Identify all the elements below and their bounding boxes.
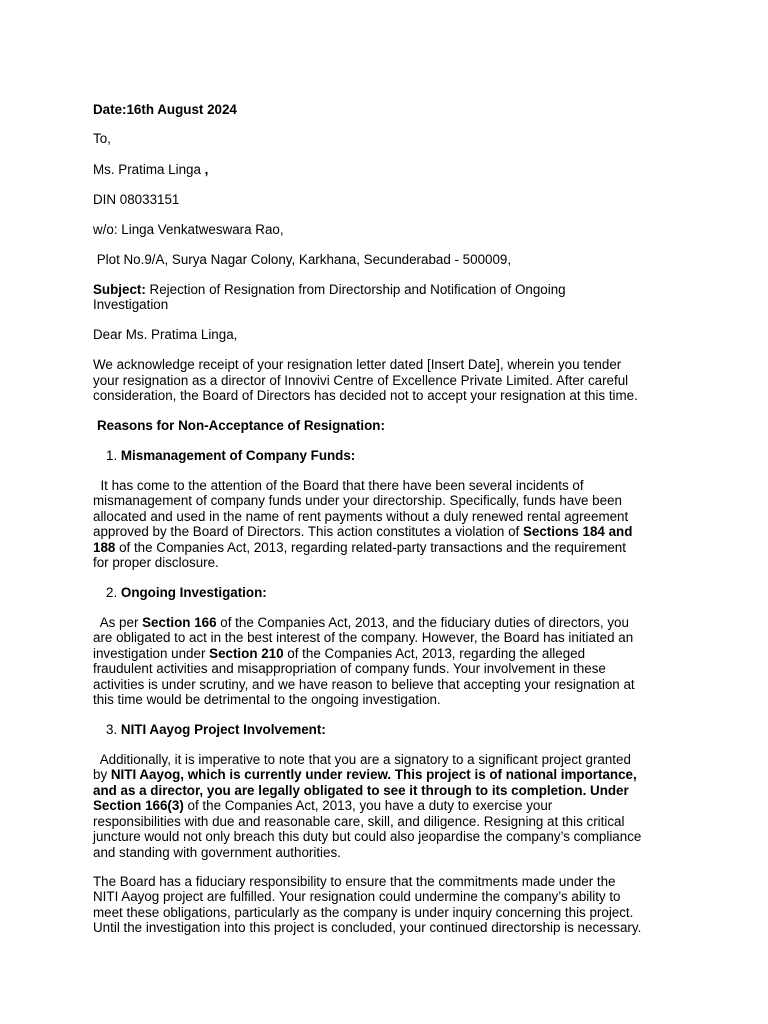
reason-1-heading: 1. Mismanagement of Company Funds: — [106, 448, 356, 463]
recipient-din: DIN 08033151 — [93, 192, 180, 207]
salutation: Dear Ms. Pratima Linga, — [93, 327, 238, 342]
recipient-address: Plot No.9/A, Surya Nagar Colony, Karkhana, Secunderabad - 500009, — [93, 252, 512, 267]
reason-2-heading: 2. Ongoing Investigation: — [106, 585, 267, 600]
to-line: To, — [93, 131, 111, 146]
letter-page: Date:16th August 2024 To, Ms. Pratima Linga , DIN 08033151 w/o: Linga Venkatweswara Rao, Plot No.9/A, Surya Nagar Colony, Karkhana, Secunderabad - 500009, Subject: Rejection of Resignation from Directorship and Notification of Ongoing Investigation Dear Ms. Pratima Linga, We acknowledge receipt of your resignation letter dated [Insert Date], wherein you tender your resignation as a director of Innovivi Centre of Excellence Private Limited. After careful consideration, the Board of Directors has decided not to accept your resignation at this time. Reasons for Non-Acceptance of Resignation: 1. Mismanagement of Company Funds: It has come to the attention of the Board that there have been several incidents of mismanagement of company funds under your directorship. Specifically, funds have been allocated and used in the name of rent payments without a duly renewed rental agreement approved by the Board of Directors. This action constitutes a violation of Sections 184 and 188 of the Companies Act, 2013, regarding related-party transactions and the requirement for proper disclosure. 2. Ongoing Investigation: As per Section 166 of the Companies Act, 2013, and the fiduciary duties of directors, you are obligated to act in the best interest of the company. However, the Board has initiated an investigation under Section 210 of the Companies Act, 2013, regarding the alleged fraudulent activities and misappropriation of company funds. Your involvement in these activities is under scrutiny, and we have reason to believe that accepting your resignation at this time would be detrimental to the ongoing investigation. 3. NITI Aayog Project Involvement: Additionally, it is imperative to note that you are a signatory to a significant project granted by NITI Aayog, which is currently under review. This project is of national importance, and as a director, you are legally obligated to see it through to its completion. Under Section 166(3) of the Companies Act, 2013, you have a duty to exercise your responsibilities with due and reasonable care, skill, and diligence. Resigning at this critical juncture would not only breach this duty but could also jeopardise the company’s compliance and standing with government authorities. The Board has a fiduciary responsibility to ensure that the commitments made under the NITI Aayog project are fulfilled. Your resignation could undermine the company’s ability to meet these obligations, particularly as the company is under inquiry concerning this project. Until the investigation into this project is concluded, your continued directorship is necessary. — [93, 102, 642, 935]
reasons-heading: Reasons for Non-Acceptance of Resignation: — [97, 418, 385, 433]
letter-date: Date:16th August 2024 — [93, 102, 237, 117]
recipient-relation: w/o: Linga Venkatweswara Rao, — [93, 222, 284, 237]
recipient-name: Ms. Pratima Linga , — [93, 162, 209, 177]
reason-3-heading: 3. NITI Aayog Project Involvement: — [106, 722, 326, 737]
